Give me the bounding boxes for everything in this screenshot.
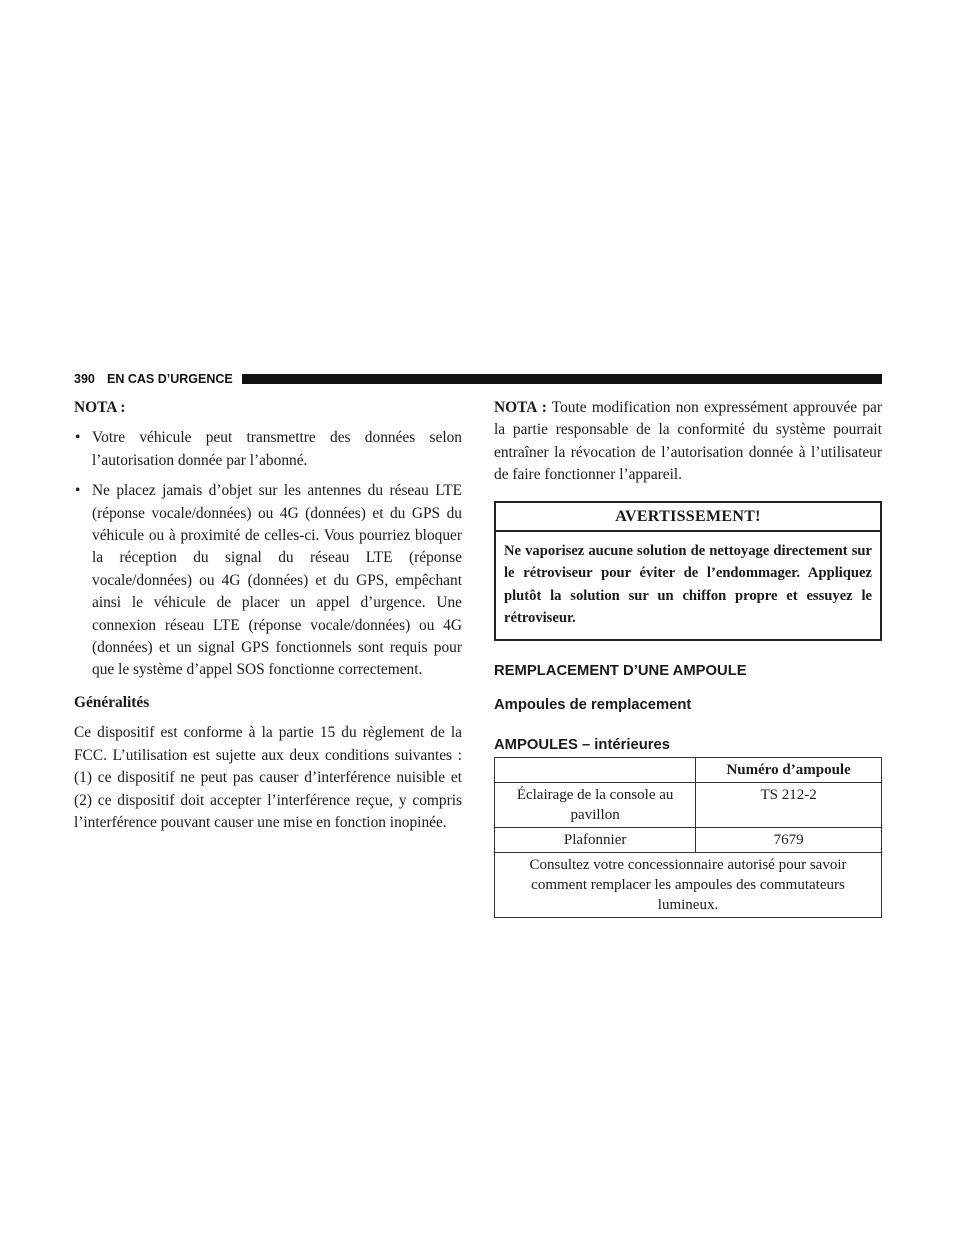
general-heading: Généralités: [74, 693, 150, 711]
nota-bullet-list: [74, 427, 462, 681]
table-row: [495, 827, 882, 852]
table-cell-number: TS 212-2: [696, 782, 882, 827]
list-item: • Votre véhicule peut transmettre des données selon l’autorisation donnée par l’abonné.: [74, 427, 462, 472]
nota-paragraph: [494, 397, 882, 487]
subsection-heading: Ampoules de remplacement: [494, 696, 692, 713]
table-cell-name: Éclairage de la console au pavillon: [495, 782, 696, 827]
list-item: • Ne placez jamais d’objet sur les antennes du réseau LTE (réponse vocale/données) ou 4G (données) et du GPS du véhicule ou à proximité de celles-ci. Vous pourriez bloquer la réception du signal du réseau LTE (réponse vocale/données) ou 4G (données) et du GPS, empêchant ainsi le véhicule de placer un appel d’urgence. Une connexion réseau LTE (réponse vocale/données) ou 4G (données) et un signal GPS fonctionnels sont requis pour que le système d’appel SOS fonctionne correctement.: [74, 480, 462, 682]
section-name: EN CAS D’URGENCE: [107, 372, 233, 386]
column-header-name: [495, 757, 696, 782]
warning-text: Ne vaporisez aucune solution de nettoyage directement sur le rétroviseur pour éviter de l’endommager. Appliquez plutôt la solution sur un chiffon propre et essuyez le rétroviseur.: [504, 543, 872, 627]
table-footer-row: [495, 852, 882, 917]
warning-box: [494, 501, 882, 641]
bulb-table: [494, 757, 882, 918]
table-cell-number: 7679: [696, 827, 882, 852]
page-number: 390: [74, 372, 95, 386]
nota-label: NOTA :: [74, 399, 126, 416]
table-row: [495, 782, 882, 827]
table-title: AMPOULES – intérieures: [494, 736, 670, 753]
section-heading: REMPLACEMENT D’UNE AMPOULE: [494, 662, 747, 679]
header-rule: [242, 374, 882, 384]
table-footer-note: Consultez votre concessionnaire autorisé pour savoir comment remplacer les ampoules des commutateurs lumineux.: [495, 852, 882, 917]
nota-text: Toute modification non expressément approuvée par la partie responsable de la conformité du système pourrait entraîner la révocation de l’autorisation donnée à l’utilisateur de faire fonctionner l’appareil.: [494, 399, 882, 484]
nota-label: NOTA :: [494, 399, 547, 416]
page-header: [74, 371, 882, 387]
table-cell-name: Plafonnier: [495, 827, 696, 852]
column-header-number: Numéro d’ampoule: [696, 757, 882, 782]
warning-title: AVERTISSEMENT!: [496, 503, 880, 532]
table-header-row: [495, 757, 882, 782]
general-paragraph: Ce dispositif est conforme à la partie 15 du règlement de la FCC. L’utilisation est sujette aux deux conditions suivantes : (1) ce dispositif ne peut pas causer d’interférence nuisible et (2) ce dispositif doit accepter l’interférence reçue, y compris l’interférence pouvant causer une mise en fonction inopinée.: [74, 724, 462, 831]
right-column: [494, 397, 882, 918]
left-column: [74, 397, 462, 834]
